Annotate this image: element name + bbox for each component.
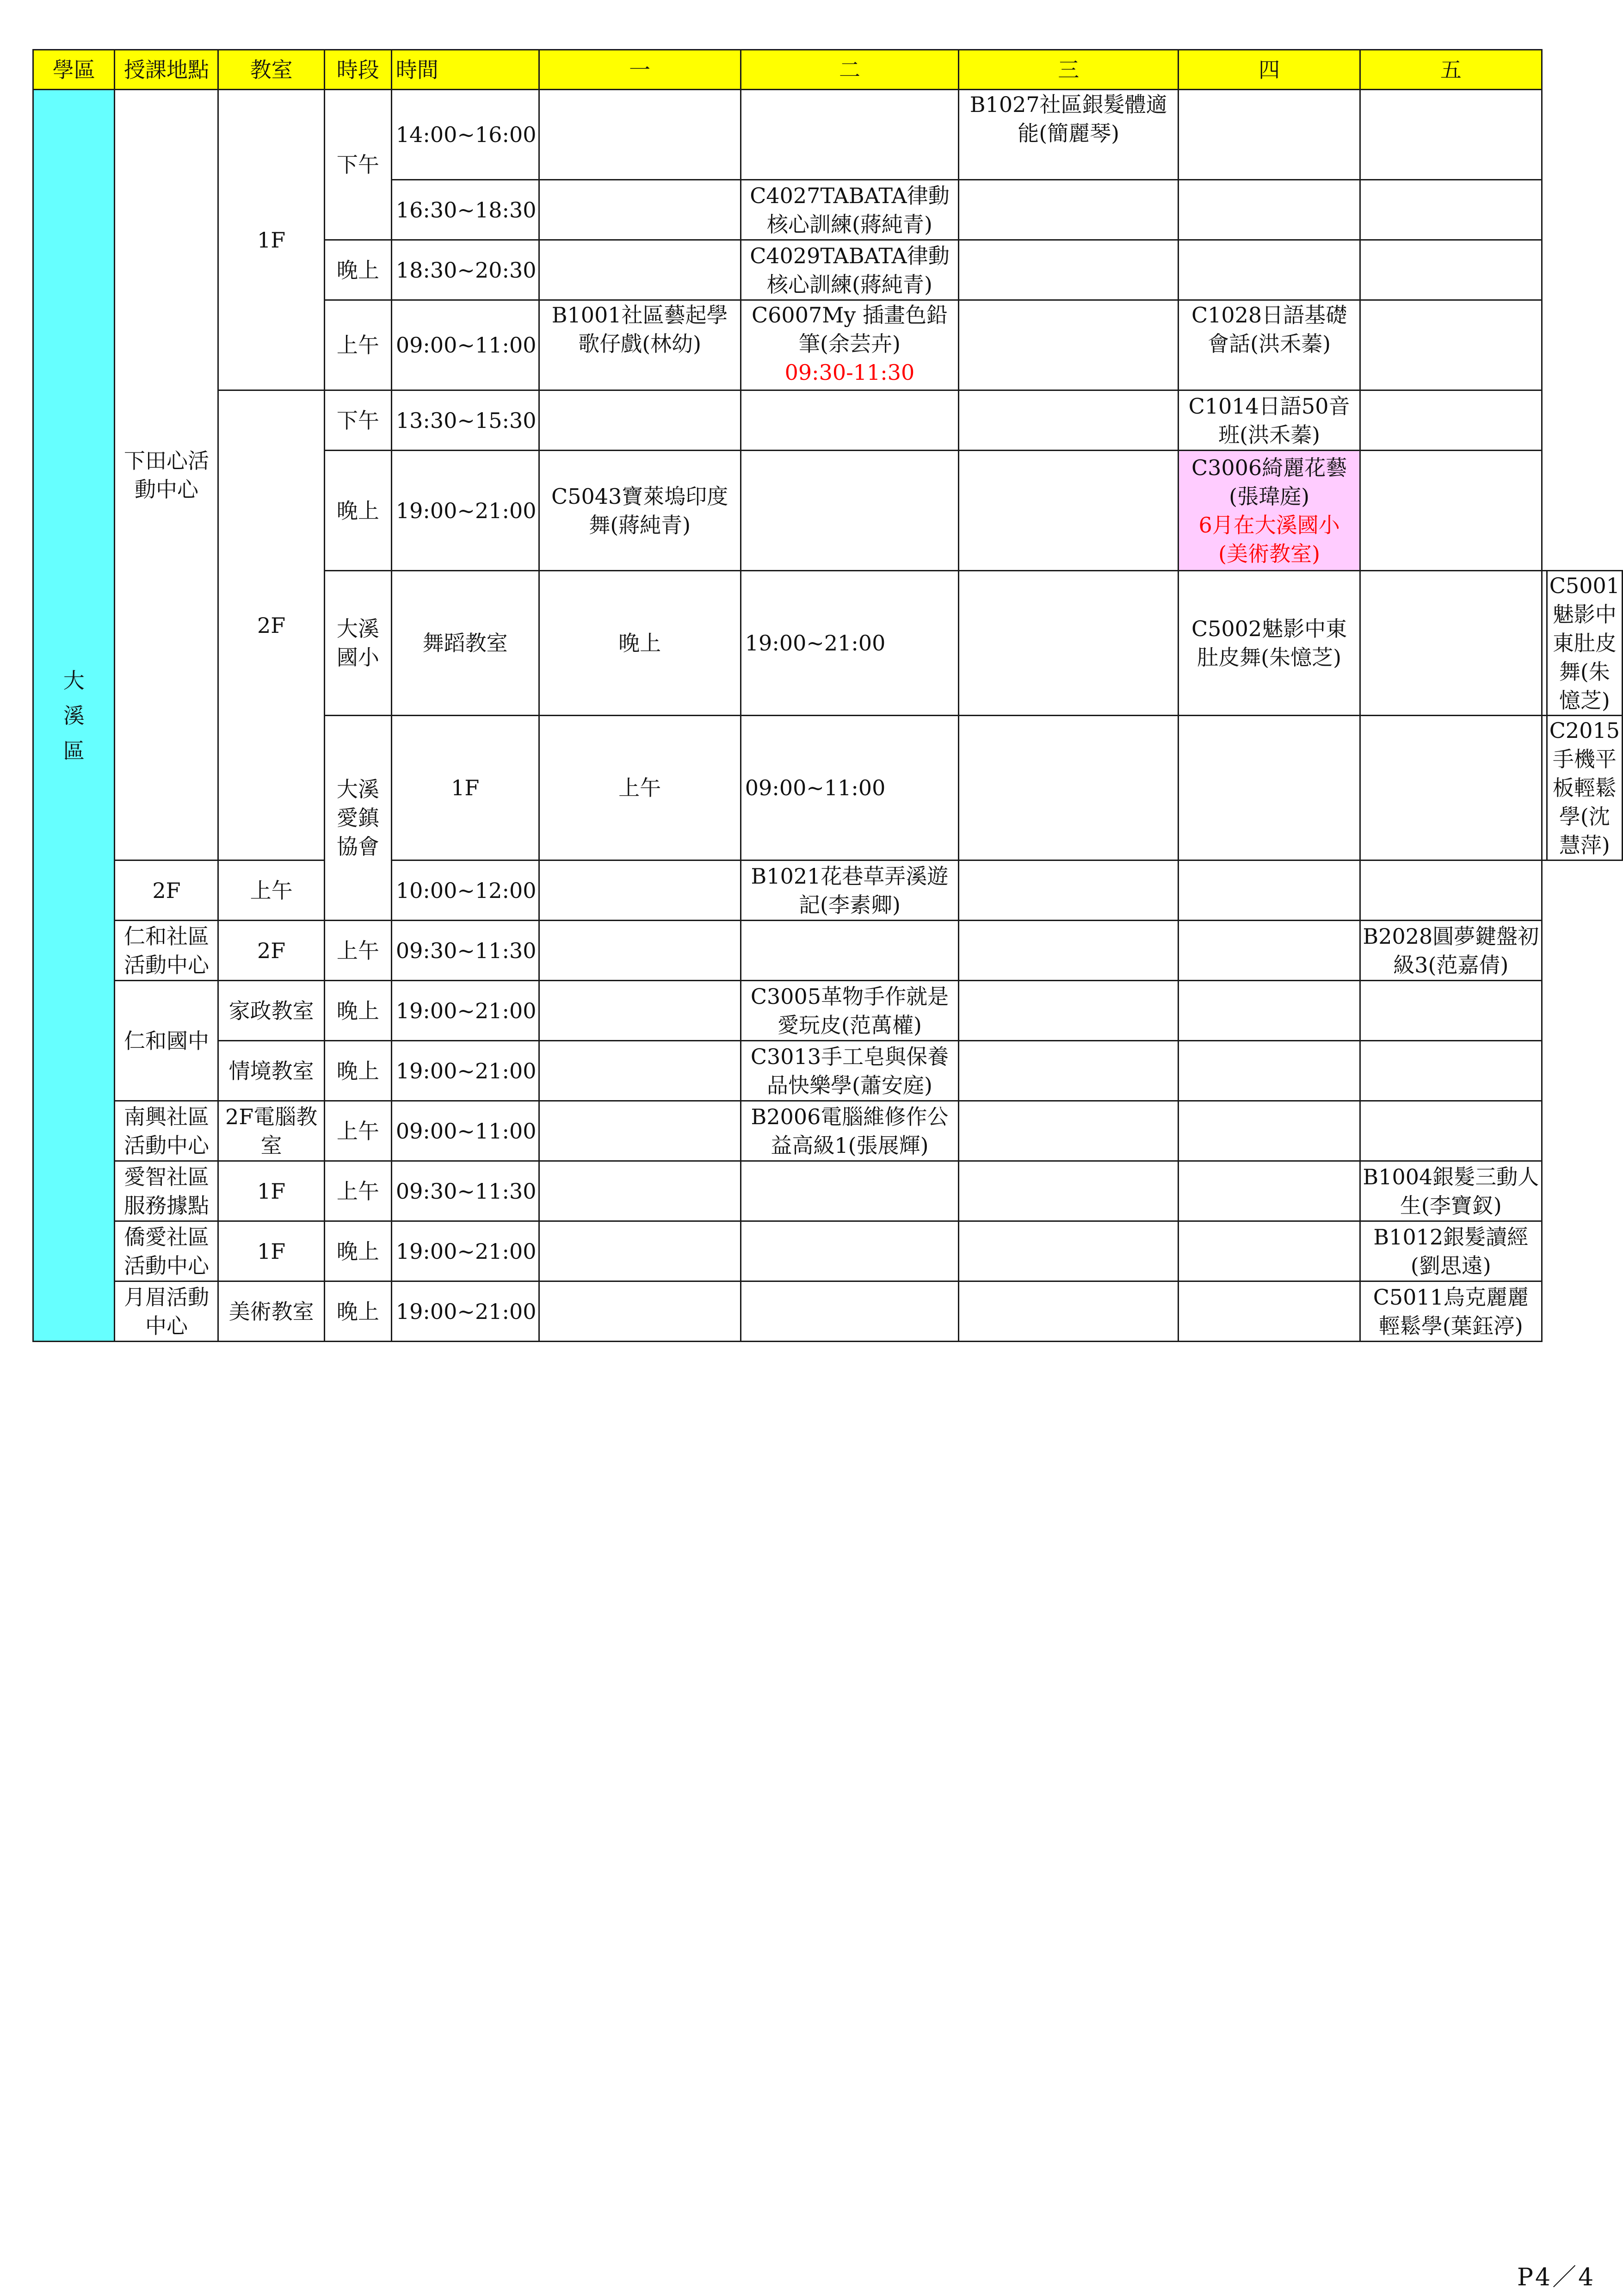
header-venue: 授課地點 (115, 50, 218, 90)
fri-cell (1360, 180, 1542, 240)
time-cell: 19:00~21:00 (391, 1281, 539, 1342)
time-cell: 19:00~21:00 (391, 981, 539, 1041)
room-2f: 2F (218, 921, 324, 981)
tue-cell (741, 1161, 958, 1221)
venue-aizhi: 愛智社區服務據點 (115, 1161, 218, 1221)
thu-cell (1179, 180, 1360, 240)
thu-cell (1179, 1041, 1360, 1101)
course-schedule-table (32, 49, 1623, 1342)
room-dance: 舞蹈教室 (391, 571, 539, 716)
wed-cell (959, 981, 1179, 1041)
course-c3006-location-note: 6月在大溪國小 (1198, 512, 1340, 538)
period-evening: 晚上 (539, 571, 741, 716)
course-c5002: C5002魅影中東肚皮舞(朱憶芝) (1179, 571, 1360, 716)
venue-renhe-junior-high: 仁和國中 (115, 981, 218, 1101)
table-row (33, 1101, 1623, 1161)
time-cell: 19:00~21:00 (741, 571, 958, 716)
thu-cell (1179, 90, 1360, 180)
period-morning: 上午 (324, 1161, 391, 1221)
wed-cell (959, 240, 1179, 300)
course-c6007-title: C6007My 插畫色鉛筆(余芸卉) (751, 303, 948, 356)
table-row (33, 921, 1623, 981)
tue-cell (1179, 716, 1360, 860)
mon-cell (539, 1161, 741, 1221)
venue-nanxing: 南興社區活動中心 (115, 1101, 218, 1161)
course-b1001: B1001社區藝起學歌仔戲(林幼) (539, 300, 741, 390)
header-thursday: 四 (1179, 50, 1360, 90)
header-period: 時段 (324, 50, 391, 90)
course-b1027: B1027社區銀髮體適能(簡麗琴) (959, 90, 1179, 180)
mon-cell (539, 981, 741, 1041)
time-cell: 18:30~20:30 (391, 240, 539, 300)
wed-cell (959, 921, 1179, 981)
period-morning: 上午 (324, 1101, 391, 1161)
header-row (33, 50, 1623, 90)
fri-cell (1360, 981, 1542, 1041)
course-b2028: B2028圓夢鍵盤初級3(范嘉倩) (1360, 921, 1542, 981)
course-c4029: C4029TABATA律動核心訓練(蔣純青) (741, 240, 958, 300)
course-c4027: C4027TABATA律動核心訓練(蔣純青) (741, 180, 958, 240)
mon-cell (539, 240, 741, 300)
period-evening: 晚上 (324, 981, 391, 1041)
header-classroom: 教室 (218, 50, 324, 90)
thu-cell (1179, 981, 1360, 1041)
thu-cell (1179, 1281, 1360, 1342)
course-c3006-room-note: (美術教室) (1218, 541, 1321, 566)
room-1f: 1F (218, 90, 324, 390)
room-2f: 2F (218, 390, 324, 860)
tue-cell (741, 921, 958, 981)
time-cell: 14:00~16:00 (391, 90, 539, 180)
header-wednesday: 三 (959, 50, 1179, 90)
period-morning: 上午 (324, 921, 391, 981)
course-b2006: B2006電腦維修作公益高級1(張展輝) (741, 1101, 958, 1161)
wed-cell (959, 451, 1179, 571)
course-c5043: C5043寶萊塢印度舞(蔣純青) (539, 451, 741, 571)
period-afternoon: 下午 (324, 90, 391, 240)
course-b1012: B1012銀髮讀經(劉思遠) (1360, 1221, 1542, 1281)
time-cell: 19:00~21:00 (391, 1041, 539, 1101)
fri-cell (1360, 1101, 1542, 1161)
course-b1004: B1004銀髮三動人生(李寶釵) (1360, 1161, 1542, 1221)
time-cell: 09:00~11:00 (391, 300, 539, 390)
wed-cell (959, 390, 1179, 451)
venue-daxi-aizhen: 大溪愛鎮協會 (324, 716, 391, 921)
room-1f: 1F (218, 1161, 324, 1221)
wed-cell (959, 1041, 1179, 1101)
period-evening: 晚上 (324, 1041, 391, 1101)
table-row (33, 1161, 1623, 1221)
thu-cell (1542, 716, 1547, 860)
venue-xiatian: 下田心活動中心 (115, 90, 218, 860)
table-row (33, 1281, 1623, 1342)
room-1f: 1F (391, 716, 539, 860)
course-c5001: C5001魅影中東肚皮舞(朱憶芝) (1547, 571, 1622, 716)
wed-cell (959, 1281, 1179, 1342)
thu-cell (1179, 1221, 1360, 1281)
period-evening: 晚上 (324, 451, 391, 571)
time-cell: 13:30~15:30 (391, 390, 539, 451)
fri-cell (1360, 390, 1542, 451)
course-c1014: C1014日語50音班(洪禾蓁) (1179, 390, 1360, 451)
tue-cell (741, 451, 958, 571)
thu-cell (1179, 860, 1360, 921)
wed-cell (959, 1161, 1179, 1221)
mon-cell (539, 1041, 741, 1101)
table-row (33, 1221, 1623, 1281)
wed-cell (959, 1221, 1179, 1281)
course-c1028: C1028日語基礎會話(洪禾蓁) (1179, 300, 1360, 390)
fri-cell (1360, 1041, 1542, 1101)
period-morning: 上午 (539, 716, 741, 860)
room-computer-2f: 2F電腦教室 (218, 1101, 324, 1161)
room-home-ec: 家政教室 (218, 981, 324, 1041)
time-cell: 16:30~18:30 (391, 180, 539, 240)
time-cell: 09:30~11:30 (391, 1161, 539, 1221)
tue-cell (741, 90, 958, 180)
wed-cell (1360, 716, 1542, 860)
tue-cell (741, 1281, 958, 1342)
wed-cell (959, 300, 1179, 390)
wed-cell (959, 860, 1179, 921)
time-cell: 19:00~21:00 (391, 451, 539, 571)
thu-cell (1179, 921, 1360, 981)
time-cell: 09:30~11:30 (391, 921, 539, 981)
time-cell: 09:00~11:00 (391, 1101, 539, 1161)
period-morning: 上午 (218, 860, 324, 921)
course-c2015: C2015手機平板輕鬆學(沈慧萍) (1547, 716, 1622, 860)
header-time: 時間 (391, 50, 539, 90)
course-c6007-time-note: 09:30-11:30 (784, 360, 915, 385)
table-row (33, 981, 1623, 1041)
mon-cell (539, 180, 741, 240)
period-evening: 晚上 (324, 240, 391, 300)
header-monday: 一 (539, 50, 741, 90)
tue-cell (741, 1221, 958, 1281)
course-c3006 (1179, 451, 1360, 571)
wed-cell (959, 1101, 1179, 1161)
period-morning: 上午 (324, 300, 391, 390)
table-row (33, 1041, 1623, 1101)
time-cell: 19:00~21:00 (391, 1221, 539, 1281)
header-tuesday: 二 (741, 50, 958, 90)
fri-cell (1360, 860, 1542, 921)
time-cell: 10:00~12:00 (391, 860, 539, 921)
mon-cell (539, 1281, 741, 1342)
venue-qiaoai: 僑愛社區活動中心 (115, 1221, 218, 1281)
course-c5011: C5011烏克麗麗輕鬆學(葉鈺渟) (1360, 1281, 1542, 1342)
room-1f: 1F (218, 1221, 324, 1281)
room-art: 美術教室 (218, 1281, 324, 1342)
table-row (33, 90, 1623, 180)
venue-renhe-center: 仁和社區活動中心 (115, 921, 218, 981)
course-c3005: C3005革物手作就是愛玩皮(范萬權) (741, 981, 958, 1041)
time-cell: 09:00~11:00 (741, 716, 958, 860)
page-number: P4／4 (1517, 2264, 1596, 2291)
course-c6007 (741, 300, 958, 390)
table-row (33, 390, 1623, 451)
district-cell: 大 溪 區 (33, 90, 115, 1342)
mon-cell (539, 921, 741, 981)
thu-cell (1179, 1161, 1360, 1221)
header-district: 學區 (33, 50, 115, 90)
period-afternoon: 下午 (324, 390, 391, 451)
mon-cell (959, 716, 1179, 860)
period-evening: 晚上 (324, 1281, 391, 1342)
thu-cell (1179, 1101, 1360, 1161)
mon-cell (959, 571, 1179, 716)
course-c3013: C3013手工皂與保養品快樂學(蕭安庭) (741, 1041, 958, 1101)
thu-cell (1542, 571, 1547, 716)
venue-daxi-elementary: 大溪國小 (324, 571, 391, 716)
room-2f: 2F (115, 860, 218, 921)
venue-yuemei: 月眉活動中心 (115, 1281, 218, 1342)
wed-cell (1360, 571, 1542, 716)
fri-cell (1360, 451, 1542, 571)
mon-cell (539, 90, 741, 180)
table-row (33, 860, 1623, 921)
course-c3006-title: C3006綺麗花藝(張瑋庭) (1191, 455, 1347, 509)
fri-cell (1360, 240, 1542, 300)
fri-cell (1360, 90, 1542, 180)
thu-cell (1179, 240, 1360, 300)
mon-cell (539, 1101, 741, 1161)
mon-cell (539, 1221, 741, 1281)
room-situation: 情境教室 (218, 1041, 324, 1101)
period-evening: 晚上 (324, 1221, 391, 1281)
mon-cell (539, 390, 741, 451)
course-b1021: B1021花巷草弄溪遊記(李素卿) (741, 860, 958, 921)
mon-cell (539, 860, 741, 921)
tue-cell (741, 390, 958, 451)
header-friday: 五 (1360, 50, 1542, 90)
fri-cell (1360, 300, 1542, 390)
wed-cell (959, 180, 1179, 240)
